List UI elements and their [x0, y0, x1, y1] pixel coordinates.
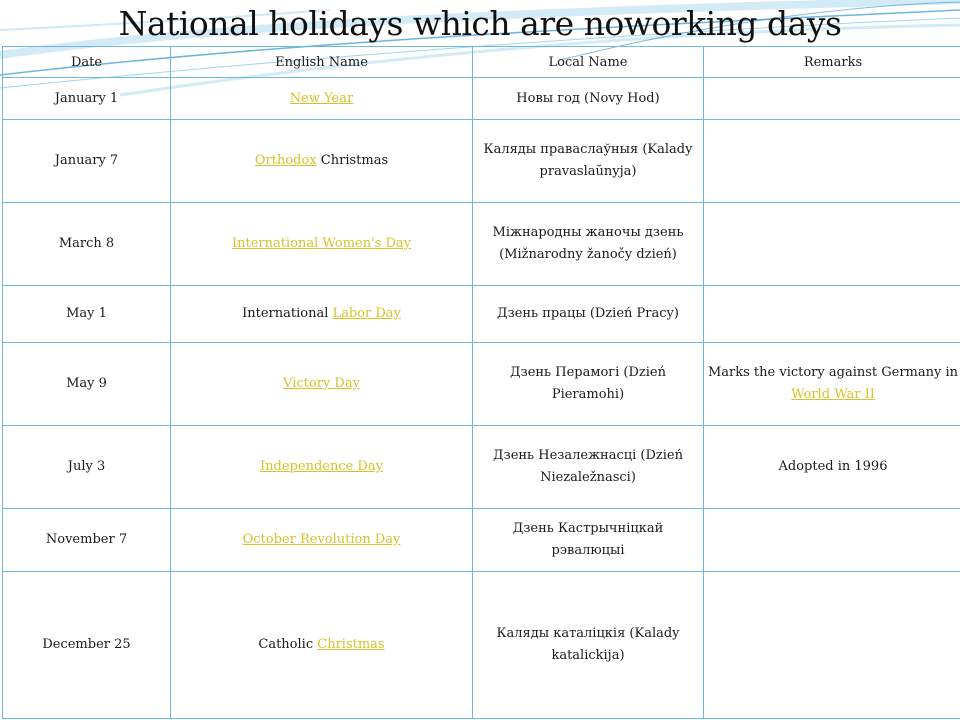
- local-name-cell: Дзень Незалежнасці (Dzień Niezaležnasci): [473, 426, 704, 509]
- holiday-link[interactable]: Labor Day: [332, 306, 401, 321]
- date-cell: January 7: [3, 120, 171, 203]
- holiday-link[interactable]: Independence Day: [260, 459, 383, 474]
- remarks-cell: [704, 572, 960, 719]
- english-name-cell: [171, 120, 473, 203]
- remarks-link[interactable]: World War II: [791, 387, 875, 402]
- english-name-cell: [171, 203, 473, 286]
- holidays-table: [2, 46, 960, 719]
- remarks-cell: [704, 509, 960, 572]
- holiday-link[interactable]: New Year: [289, 90, 354, 106]
- remarks-cell: [704, 343, 960, 426]
- header-english-name: English Name: [171, 47, 473, 78]
- remarks-text: Adopted in 1996: [778, 459, 888, 474]
- local-name-cell: Дзень Перамогі (Dzień Pieramohi): [473, 343, 704, 426]
- holiday-link[interactable]: Christmas: [317, 637, 385, 652]
- english-name-cell: [171, 572, 473, 719]
- remarks-cell: [704, 426, 960, 509]
- header-remarks: Remarks: [704, 47, 960, 78]
- english-prefix: International: [242, 306, 333, 321]
- table-row: [3, 78, 960, 120]
- table-row: [3, 572, 960, 719]
- date-cell: December 25: [3, 572, 171, 719]
- english-name-cell: [171, 509, 473, 572]
- date-cell: January 1: [3, 78, 171, 120]
- table-row: [3, 286, 960, 343]
- table-row: [3, 203, 960, 286]
- date-cell: May 1: [3, 286, 171, 343]
- holiday-link[interactable]: Victory Day: [283, 376, 360, 391]
- table-row: [3, 120, 960, 203]
- local-name-cell: Каляды праваслаўныя (Kalady pravaslaŭnyja): [473, 120, 704, 203]
- header-date: Date: [3, 47, 171, 78]
- english-name-cell: [171, 426, 473, 509]
- english-name-cell: [171, 78, 473, 120]
- english-prefix: Catholic: [258, 637, 318, 652]
- local-name-cell: Каляды каталіцкія (Kalady katalickija): [473, 572, 704, 719]
- holiday-link[interactable]: October Revolution Day: [242, 532, 401, 547]
- holiday-link[interactable]: International Women's Day: [232, 236, 411, 251]
- remarks-cell: [704, 78, 960, 120]
- table-row: [3, 509, 960, 572]
- local-name-cell: Новы год (Novy Hod): [473, 78, 704, 120]
- english-name-cell: [171, 286, 473, 343]
- remarks-text: Marks the victory against Germany in: [707, 365, 959, 380]
- english-suffix: Christmas: [316, 153, 389, 168]
- header-local-name: Local Name: [473, 47, 704, 78]
- table-row: [3, 343, 960, 426]
- remarks-cell: [704, 120, 960, 203]
- remarks-cell: [704, 286, 960, 343]
- table-row: [3, 426, 960, 509]
- local-name-cell: Дзень працы (Dzień Pracy): [473, 286, 704, 343]
- date-cell: May 9: [3, 343, 171, 426]
- local-name-cell: Дзень Кастрычніцкай рэвалюцыі: [473, 509, 704, 572]
- remarks-cell: [704, 203, 960, 286]
- date-cell: July 3: [3, 426, 171, 509]
- date-cell: March 8: [3, 203, 171, 286]
- holiday-link[interactable]: Orthodox: [254, 153, 317, 168]
- date-cell: November 7: [3, 509, 171, 572]
- english-name-cell: [171, 343, 473, 426]
- header-row: [3, 47, 960, 78]
- local-name-cell: Міжнародны жаночы дзень (Mižnarodny žanočy dzień): [473, 203, 704, 286]
- page-title: National holidays which are noworking days: [118, 4, 842, 43]
